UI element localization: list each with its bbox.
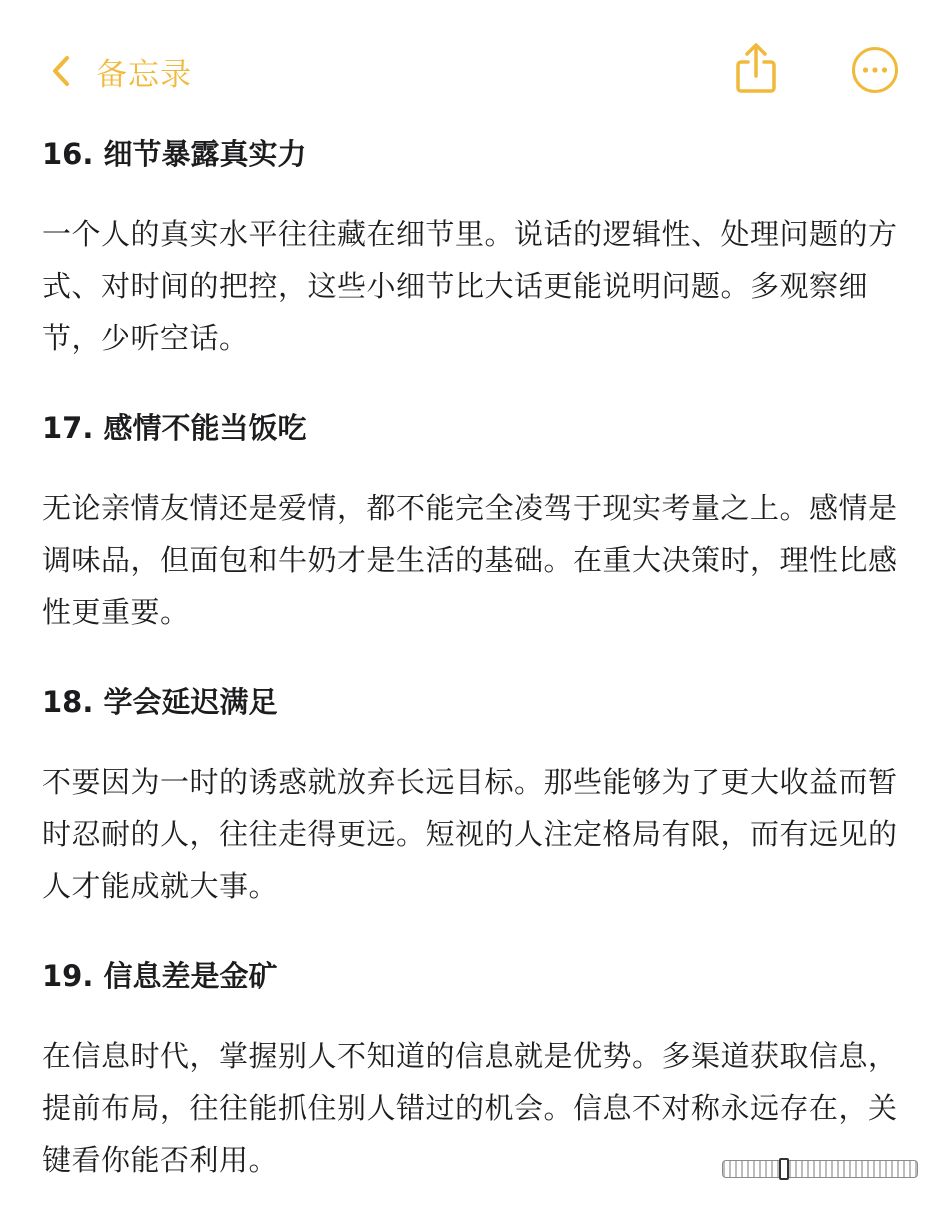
back-label: 备忘录: [96, 56, 192, 93]
section-title: 19. 信息差是金矿: [42, 959, 278, 993]
note-content[interactable]: [42, 130, 904, 1226]
section-title: 18. 学会延迟满足: [42, 685, 278, 719]
more-icon: [851, 46, 899, 94]
chevron-left-icon: [48, 51, 74, 91]
section-title: 16. 细节暴露真实力: [42, 137, 307, 171]
section-body: 不要因为一时的诱惑就放弃长远目标。那些能够为了更大收益而暂时忍耐的人，往往走得更远。短视的人注定格局有限，而有远见的人才能成就大事。: [42, 765, 898, 903]
section-body: 无论亲情友情还是爱情，都不能完全凌驾于现实考量之上。感情是调味品，但面包和牛奶才是生活的基础。在重大决策时，理性比感性更重要。: [42, 491, 898, 629]
navigation-bar: [0, 0, 940, 130]
section-body: 一个人的真实水平往往藏在细节里。说话的逻辑性、处理问题的方式、对时间的把控，这些小细节比大话更能说明问题。多观察细节，少听空话。: [42, 217, 898, 355]
share-button[interactable]: [730, 40, 782, 96]
scrollbar-thumb[interactable]: [779, 1158, 789, 1180]
back-button[interactable]: [48, 46, 192, 96]
share-icon: [730, 40, 782, 96]
more-button[interactable]: [851, 46, 899, 94]
note-section: [42, 130, 904, 364]
horizontal-scrollbar[interactable]: [722, 1160, 918, 1178]
note-section: [42, 952, 904, 1186]
note-section: [42, 404, 904, 638]
note-section: [42, 678, 904, 912]
section-title: 17. 感情不能当饭吃: [42, 411, 307, 445]
section-body: 在信息时代，掌握别人不知道的信息就是优势。多渠道获取信息，提前布局，往往能抓住别人错过的机会。信息不对称永远存在，关键看你能否利用。: [42, 1039, 898, 1177]
